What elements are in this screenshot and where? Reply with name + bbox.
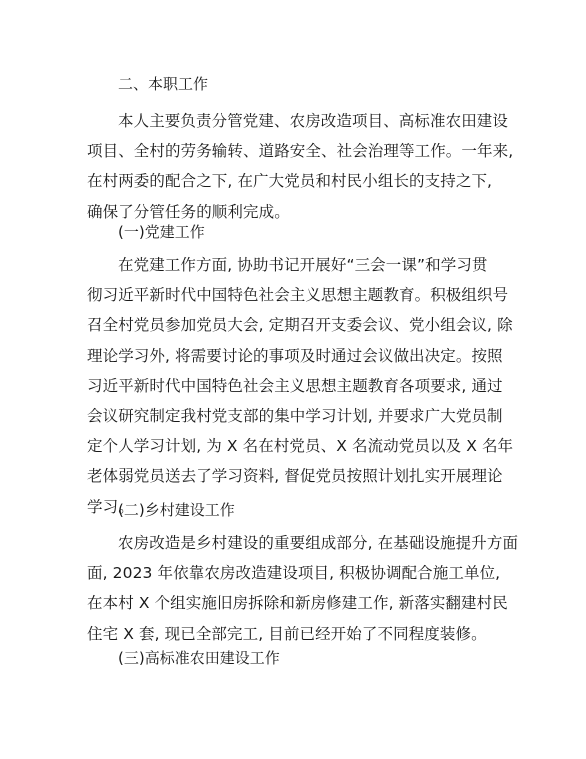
subsection-title-party-building: (一)党建工作 bbox=[118, 223, 205, 241]
intro-line: 在村两委的配合之下, 在广大党员和村民小组长的支持之下, bbox=[87, 172, 493, 191]
rural-construction-line: 住宅 X 套, 现已全部完工, 目前已经开始了不同程度装修。 bbox=[87, 624, 487, 643]
subsection-title-rural-construction: (二)乡村建设工作 bbox=[118, 501, 235, 519]
intro-paragraph bbox=[87, 106, 514, 227]
party-building-line: 召全村党员参加党员大会, 定期召开支委会议、党小组会议, 除 bbox=[87, 316, 513, 335]
rural-construction-paragraph bbox=[87, 528, 519, 649]
party-building-paragraph bbox=[87, 250, 514, 522]
party-building-line: 习近平新时代中国特色社会主义思想主题教育各项要求, 通过 bbox=[87, 376, 503, 395]
party-building-line: 老体弱党员送去了学习资料, 督促党员按照计划扎实开展理论 bbox=[87, 467, 503, 486]
party-building-line: 在党建工作方面, 协助书记开展好“三会一课”和学习贯 bbox=[118, 256, 488, 274]
intro-line: 本人主要负责分管党建、农房改造项目、高标准农田建设 bbox=[118, 112, 509, 130]
intro-line: 确保了分管任务的顺利完成。 bbox=[87, 202, 290, 221]
rural-construction-line: 农房改造是乡村建设的重要组成部分, 在基础设施提升方面 bbox=[118, 534, 519, 552]
rural-construction-line: 面, 2023 年依靠农房改造建设项目, 积极协调配合施工单位, bbox=[87, 564, 501, 583]
party-building-line: 彻习近平新时代中国特色社会主义思想主题教育。积极组织号 bbox=[87, 286, 509, 305]
intro-line: 项目、全村的劳务输转、道路安全、社会治理等工作。一年来, bbox=[87, 142, 514, 161]
rural-construction-line: 在本村 X 个组实施旧房拆除和新房修建工作, 新落实翻建村民 bbox=[87, 594, 508, 613]
party-building-line: 会议研究制定我村党支部的集中学习计划, 并要求广大党员制 bbox=[87, 406, 503, 425]
section-title: 二、本职工作 bbox=[118, 75, 209, 93]
subsection-title-farmland: (三)高标准农田建设工作 bbox=[118, 649, 280, 667]
party-building-line: 学习。 bbox=[87, 497, 134, 516]
party-building-line: 定个人学习计划, 为 X 名在村党员、X 名流动党员以及 X 名年 bbox=[87, 437, 514, 456]
party-building-line: 理论学习外, 将需要讨论的事项及时通过会议做出决定。按照 bbox=[87, 346, 503, 365]
